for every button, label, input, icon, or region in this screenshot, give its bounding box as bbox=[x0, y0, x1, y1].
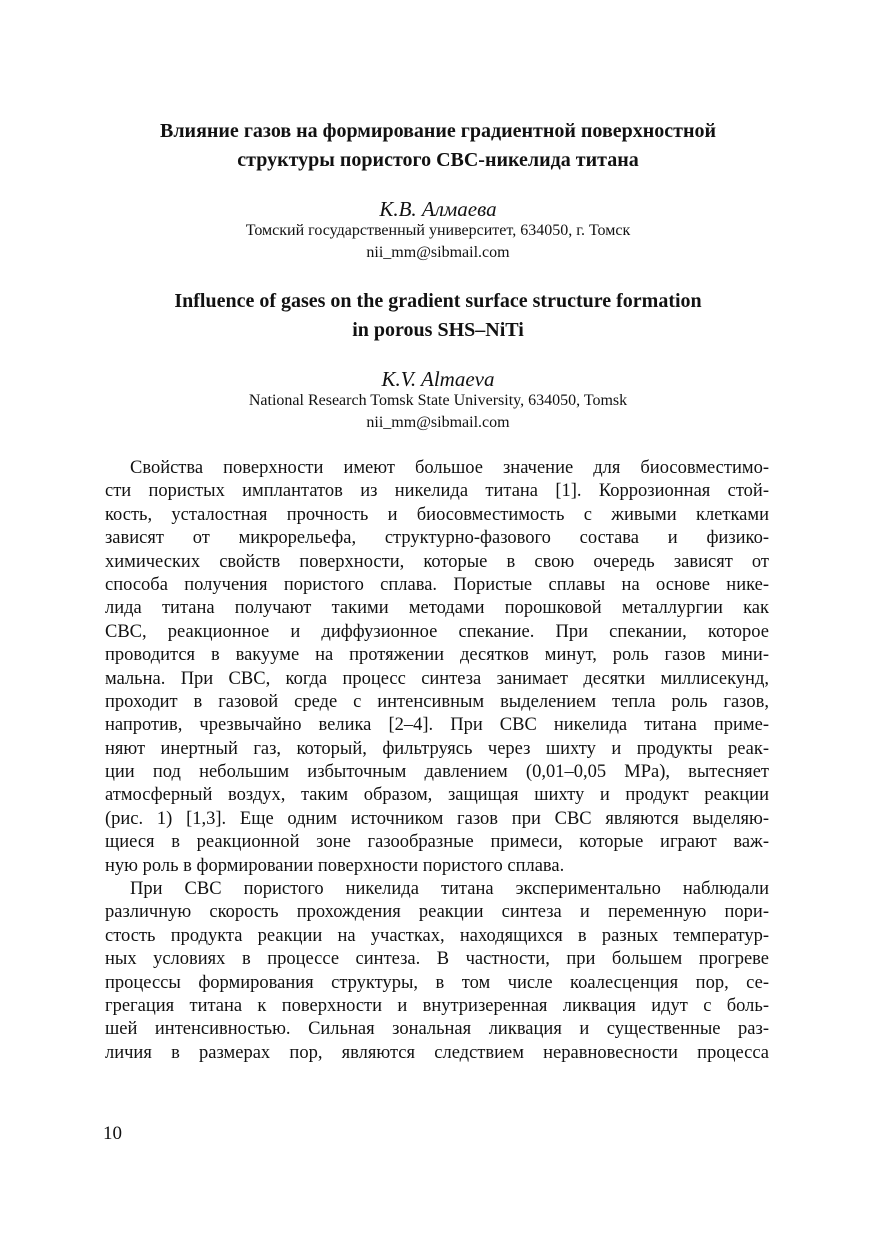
paragraph-1-line: СВС, реакционное и диффузионное спекание. При спекании, которое bbox=[105, 621, 769, 642]
english-affiliation-block bbox=[100, 390, 776, 434]
russian-email: nii_mm@sibmail.com bbox=[366, 244, 510, 261]
paragraph-1-line: Свойства поверхности имеют большое значение для биосовместимо- bbox=[130, 458, 769, 478]
paragraph-2-line: ных условиях в процессе синтеза. В частности, при большем прогреве bbox=[105, 949, 769, 970]
paragraph-1-line: кость, усталостная прочность и биосовместимость с живыми клетками bbox=[105, 504, 769, 525]
paragraph-1-line: мальна. При СВС, когда процесс синтеза занимает десятки миллисекунд, bbox=[105, 668, 769, 689]
paragraph-1-line: проводится в вакууме на протяжении десятков минут, роль газов мини- bbox=[105, 645, 769, 666]
paragraph-1-line: атмосферный воздух, таким образом, защищая шихту и продукт реакции bbox=[105, 785, 769, 806]
russian-affiliation: Томский государственный университет, 634050, г. Томск bbox=[245, 222, 631, 239]
paragraph-1-line: щиеся в реакционной зоне газообразные примеси, которые играют важ- bbox=[105, 832, 769, 853]
english-title-line-2: in porous SHS–NiTi bbox=[352, 319, 524, 341]
paragraph-1-line: сти пористых имплантатов из никелида титана [1]. Коррозионная стой- bbox=[105, 481, 769, 502]
russian-title bbox=[100, 117, 776, 175]
english-email: nii_mm@sibmail.com bbox=[366, 414, 510, 431]
english-title-line-1: Influence of gases on the gradient surface structure formation bbox=[174, 290, 702, 312]
paragraph-1-line: зависят от микрорельефа, структурно-фазового состава и физико- bbox=[105, 528, 769, 549]
paragraph-1-line: способа получения пористого сплава. Пористые сплавы на основе нике- bbox=[105, 574, 769, 595]
paragraph-2-line: процессы формирования структуры, в том числе коалесценция пор, се- bbox=[105, 972, 769, 993]
english-author: K.V. Almaeva bbox=[381, 367, 495, 391]
english-affiliation: National Research Tomsk State University, 634050, Tomsk bbox=[248, 392, 628, 409]
paragraph-1 bbox=[105, 457, 769, 878]
paragraph-1-line: проходит в газовой среде с интенсивным выделением тепла роль газов, bbox=[105, 691, 769, 712]
russian-author: К.В. Алмаева bbox=[379, 197, 497, 221]
paragraph-1-line: няют инертный газ, который, фильтруясь через шихту и продукты реак- bbox=[105, 738, 769, 759]
paragraph-2-line: грегация титана к поверхности и внутризеренная ликвация идут с боль- bbox=[105, 995, 769, 1016]
paragraph-1-line: (рис. 1) [1,3]. Еще одним источником газов при СВС являются выделяю- bbox=[105, 808, 769, 829]
russian-affiliation-block bbox=[100, 220, 776, 264]
english-title bbox=[100, 287, 776, 345]
russian-title-line-2: структуры пористого СВС-никелида титана bbox=[237, 149, 639, 171]
body-text bbox=[105, 457, 769, 1065]
paragraph-1-line: химических свойств поверхности, которые в свою очередь зависят от bbox=[105, 551, 769, 572]
paragraph-2-line: личия в размерах пор, являются следствием неравновесности процесса bbox=[105, 1042, 769, 1063]
paragraph-2-line: шей интенсивностью. Сильная зональная ликвация и существенные раз- bbox=[105, 1019, 769, 1040]
paragraph-1-line: ции под небольшим избыточным давлением (0,01–0,05 MPa), вытесняет bbox=[105, 762, 769, 783]
paragraph-2-line: стость продукта реакции на участках, находящихся в разных температур- bbox=[105, 925, 769, 946]
page-number: 10 bbox=[103, 1123, 122, 1144]
paragraph-2 bbox=[105, 878, 769, 1065]
paragraph-1-line: лида титана получают такими методами порошковой металлургии как bbox=[105, 598, 769, 619]
paragraph-2-line: При СВС пористого никелида титана экспериментально наблюдали bbox=[130, 879, 769, 900]
paragraph-1-line: напротив, чрезвычайно велика [2–4]. При СВС никелида титана приме- bbox=[105, 715, 769, 736]
paragraph-2-line: различную скорость прохождения реакции синтеза и переменную пори- bbox=[105, 902, 769, 923]
russian-title-line-1: Влияние газов на формирование градиентной поверхностной bbox=[159, 120, 717, 142]
paragraph-1-line: ную роль в формировании поверхности пористого сплава. bbox=[105, 855, 565, 876]
